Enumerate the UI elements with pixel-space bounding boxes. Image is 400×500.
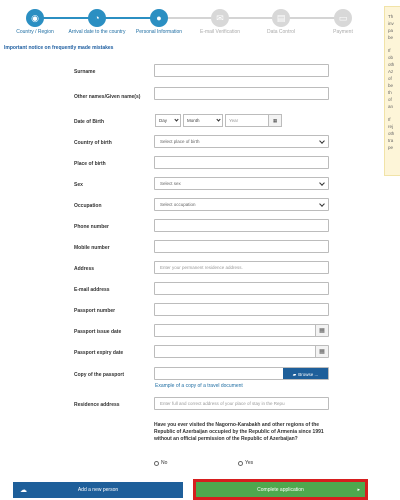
- side-text: tra: [388, 138, 394, 143]
- passport-copy-label: Copy of the passport: [74, 372, 125, 378]
- sex-value: Select sex: [160, 181, 181, 186]
- passport-example-link[interactable]: Example of a copy of a travel document: [155, 383, 243, 389]
- surname-label: Surname: [74, 69, 96, 75]
- chevron-down-icon: [319, 201, 325, 207]
- calendar-icon[interactable]: ▦: [315, 325, 328, 336]
- email-row: [0, 282, 372, 298]
- side-text: inv: [388, 21, 394, 26]
- step-country-region[interactable]: [0, 9, 70, 35]
- step-label: E-mail Verification: [199, 29, 240, 35]
- step-payment: [308, 9, 378, 35]
- phone-row: [0, 219, 372, 235]
- country-of-birth-value: Select place of birth: [160, 139, 200, 144]
- user-add-icon: ☁: [20, 487, 27, 494]
- radio-circle-icon: [238, 461, 243, 466]
- passport-expiry-row: [0, 345, 372, 361]
- email-icon: ✉: [211, 9, 229, 27]
- complete-application-button[interactable]: [193, 479, 368, 500]
- passport-copy-row: [0, 367, 372, 395]
- chevron-down-icon: [216, 117, 220, 121]
- address-input[interactable]: Enter your permanent residence address.: [154, 261, 329, 274]
- side-text: oth: [388, 131, 395, 136]
- clock-icon: ◔: [88, 9, 106, 27]
- radio-no-label: No: [161, 460, 168, 466]
- sex-select[interactable]: [154, 177, 329, 190]
- side-text: Az: [388, 69, 394, 74]
- dob-month-value: Month: [187, 118, 200, 123]
- country-of-birth-label: Country of birth: [74, 140, 112, 146]
- globe-icon: ◉: [26, 9, 44, 27]
- passport-number-input[interactable]: [154, 303, 329, 316]
- place-of-birth-label: Place of birth: [74, 161, 106, 167]
- add-new-person-label: Add a new person: [77, 487, 119, 493]
- step-email-verification: [185, 9, 255, 35]
- nagorno-karabakh-question: Have you ever visited the Nagorno-Karabakh and other regions of the Republic of Azerbaijan occupied by the Republic of Armenia since 1991 without an official permission of the Republic of Azerbaijan?: [154, 422, 324, 442]
- passport-number-label: Passport number: [74, 308, 116, 314]
- email-label: E-mail address: [74, 287, 110, 293]
- chevron-down-icon: [174, 117, 178, 121]
- address-label: Address: [74, 266, 95, 272]
- side-text: Th: [388, 14, 394, 19]
- dob-label: Date of Birth: [74, 119, 104, 125]
- address-row: [0, 261, 372, 277]
- passport-copy-file-input[interactable]: [154, 367, 329, 380]
- browse-button-label: Browse ...: [298, 372, 319, 377]
- side-text: an: [388, 104, 394, 109]
- occupation-select[interactable]: [154, 198, 329, 211]
- side-text: pe: [388, 145, 394, 150]
- sex-row: [0, 177, 372, 193]
- radio-yes-label: Yes: [245, 460, 254, 466]
- calendar-icon[interactable]: ▦: [315, 346, 328, 357]
- mobile-row: [0, 240, 372, 256]
- document-icon: ▤: [272, 9, 290, 27]
- occupation-row: [0, 198, 372, 214]
- side-text: If: [388, 117, 391, 122]
- country-of-birth-row: [0, 135, 372, 151]
- chevron-down-icon: [319, 138, 325, 144]
- side-text: If: [388, 48, 391, 53]
- step-personal-information[interactable]: [124, 9, 194, 35]
- passport-issue-row: [0, 324, 372, 340]
- card-icon: ▭: [334, 9, 352, 27]
- phone-label: Phone number: [74, 224, 110, 230]
- side-text: ob: [388, 55, 394, 60]
- side-text: be: [388, 35, 394, 40]
- side-text: be: [388, 83, 394, 88]
- occupation-value: Select occupation: [160, 202, 196, 207]
- side-text: th: [388, 90, 392, 95]
- add-new-person-button[interactable]: [13, 482, 183, 498]
- folder-icon: ▰: [292, 371, 297, 377]
- residence-row: [0, 397, 372, 413]
- residence-label: Residence address: [74, 402, 120, 408]
- complete-application-label: Complete application: [257, 486, 304, 493]
- step-label: Country / Region: [16, 29, 54, 35]
- sex-label: Sex: [74, 182, 83, 188]
- given-names-input[interactable]: [154, 87, 329, 100]
- step-data-control: [246, 9, 316, 35]
- passport-number-row: [0, 303, 372, 319]
- passport-expiry-label: Passport expiry date: [74, 350, 124, 356]
- passport-expiry-input[interactable]: [154, 345, 329, 358]
- residence-input[interactable]: Enter full and correct address of your place of stay in the Repu: [154, 397, 329, 410]
- email-input[interactable]: [154, 282, 329, 295]
- calendar-icon[interactable]: ▦: [268, 114, 282, 127]
- mobile-input[interactable]: [154, 240, 329, 253]
- step-arrival-date[interactable]: [62, 9, 132, 35]
- side-text: of: [388, 97, 392, 102]
- progress-stepper: [0, 6, 372, 40]
- side-text: of: [388, 76, 392, 81]
- info-side-panel: [384, 6, 400, 176]
- given-names-row: [0, 87, 372, 107]
- country-of-birth-select[interactable]: [154, 135, 329, 148]
- step-label: Data Control: [266, 29, 296, 35]
- dob-day-value: Day: [159, 118, 168, 123]
- dob-day-select[interactable]: [155, 114, 181, 127]
- phone-input[interactable]: [154, 219, 329, 232]
- side-text: pa: [388, 28, 394, 33]
- radio-no[interactable]: [154, 460, 167, 466]
- surname-input[interactable]: [154, 64, 329, 77]
- passport-issue-label: Passport issue date: [74, 329, 122, 335]
- important-notice-link[interactable]: Important notice on frequently made mistakes: [4, 45, 114, 51]
- step-label: Arrival date to the country: [68, 29, 126, 35]
- chevron-down-icon: [319, 180, 325, 186]
- side-text: rej: [388, 124, 394, 129]
- dob-year-placeholder: Year: [229, 118, 239, 123]
- place-of-birth-row: [0, 156, 372, 172]
- person-icon: ●: [150, 9, 168, 27]
- surname-row: [0, 64, 372, 80]
- passport-issue-input[interactable]: [154, 324, 329, 337]
- step-label: Personal Information: [135, 29, 183, 35]
- radio-yes[interactable]: [238, 460, 253, 466]
- given-names-label: Other names/Given name(s): [74, 94, 141, 100]
- mobile-label: Mobile number: [74, 245, 110, 251]
- occupation-label: Occupation: [74, 203, 102, 209]
- dob-month-select[interactable]: [183, 114, 223, 127]
- arrow-right-icon: ▸: [357, 487, 360, 493]
- place-of-birth-input[interactable]: [154, 156, 329, 169]
- step-label: Payment: [333, 29, 353, 35]
- dob-row: [0, 114, 372, 130]
- side-text: oth: [388, 62, 395, 67]
- radio-circle-icon: [154, 461, 159, 466]
- browse-button[interactable]: [283, 368, 328, 380]
